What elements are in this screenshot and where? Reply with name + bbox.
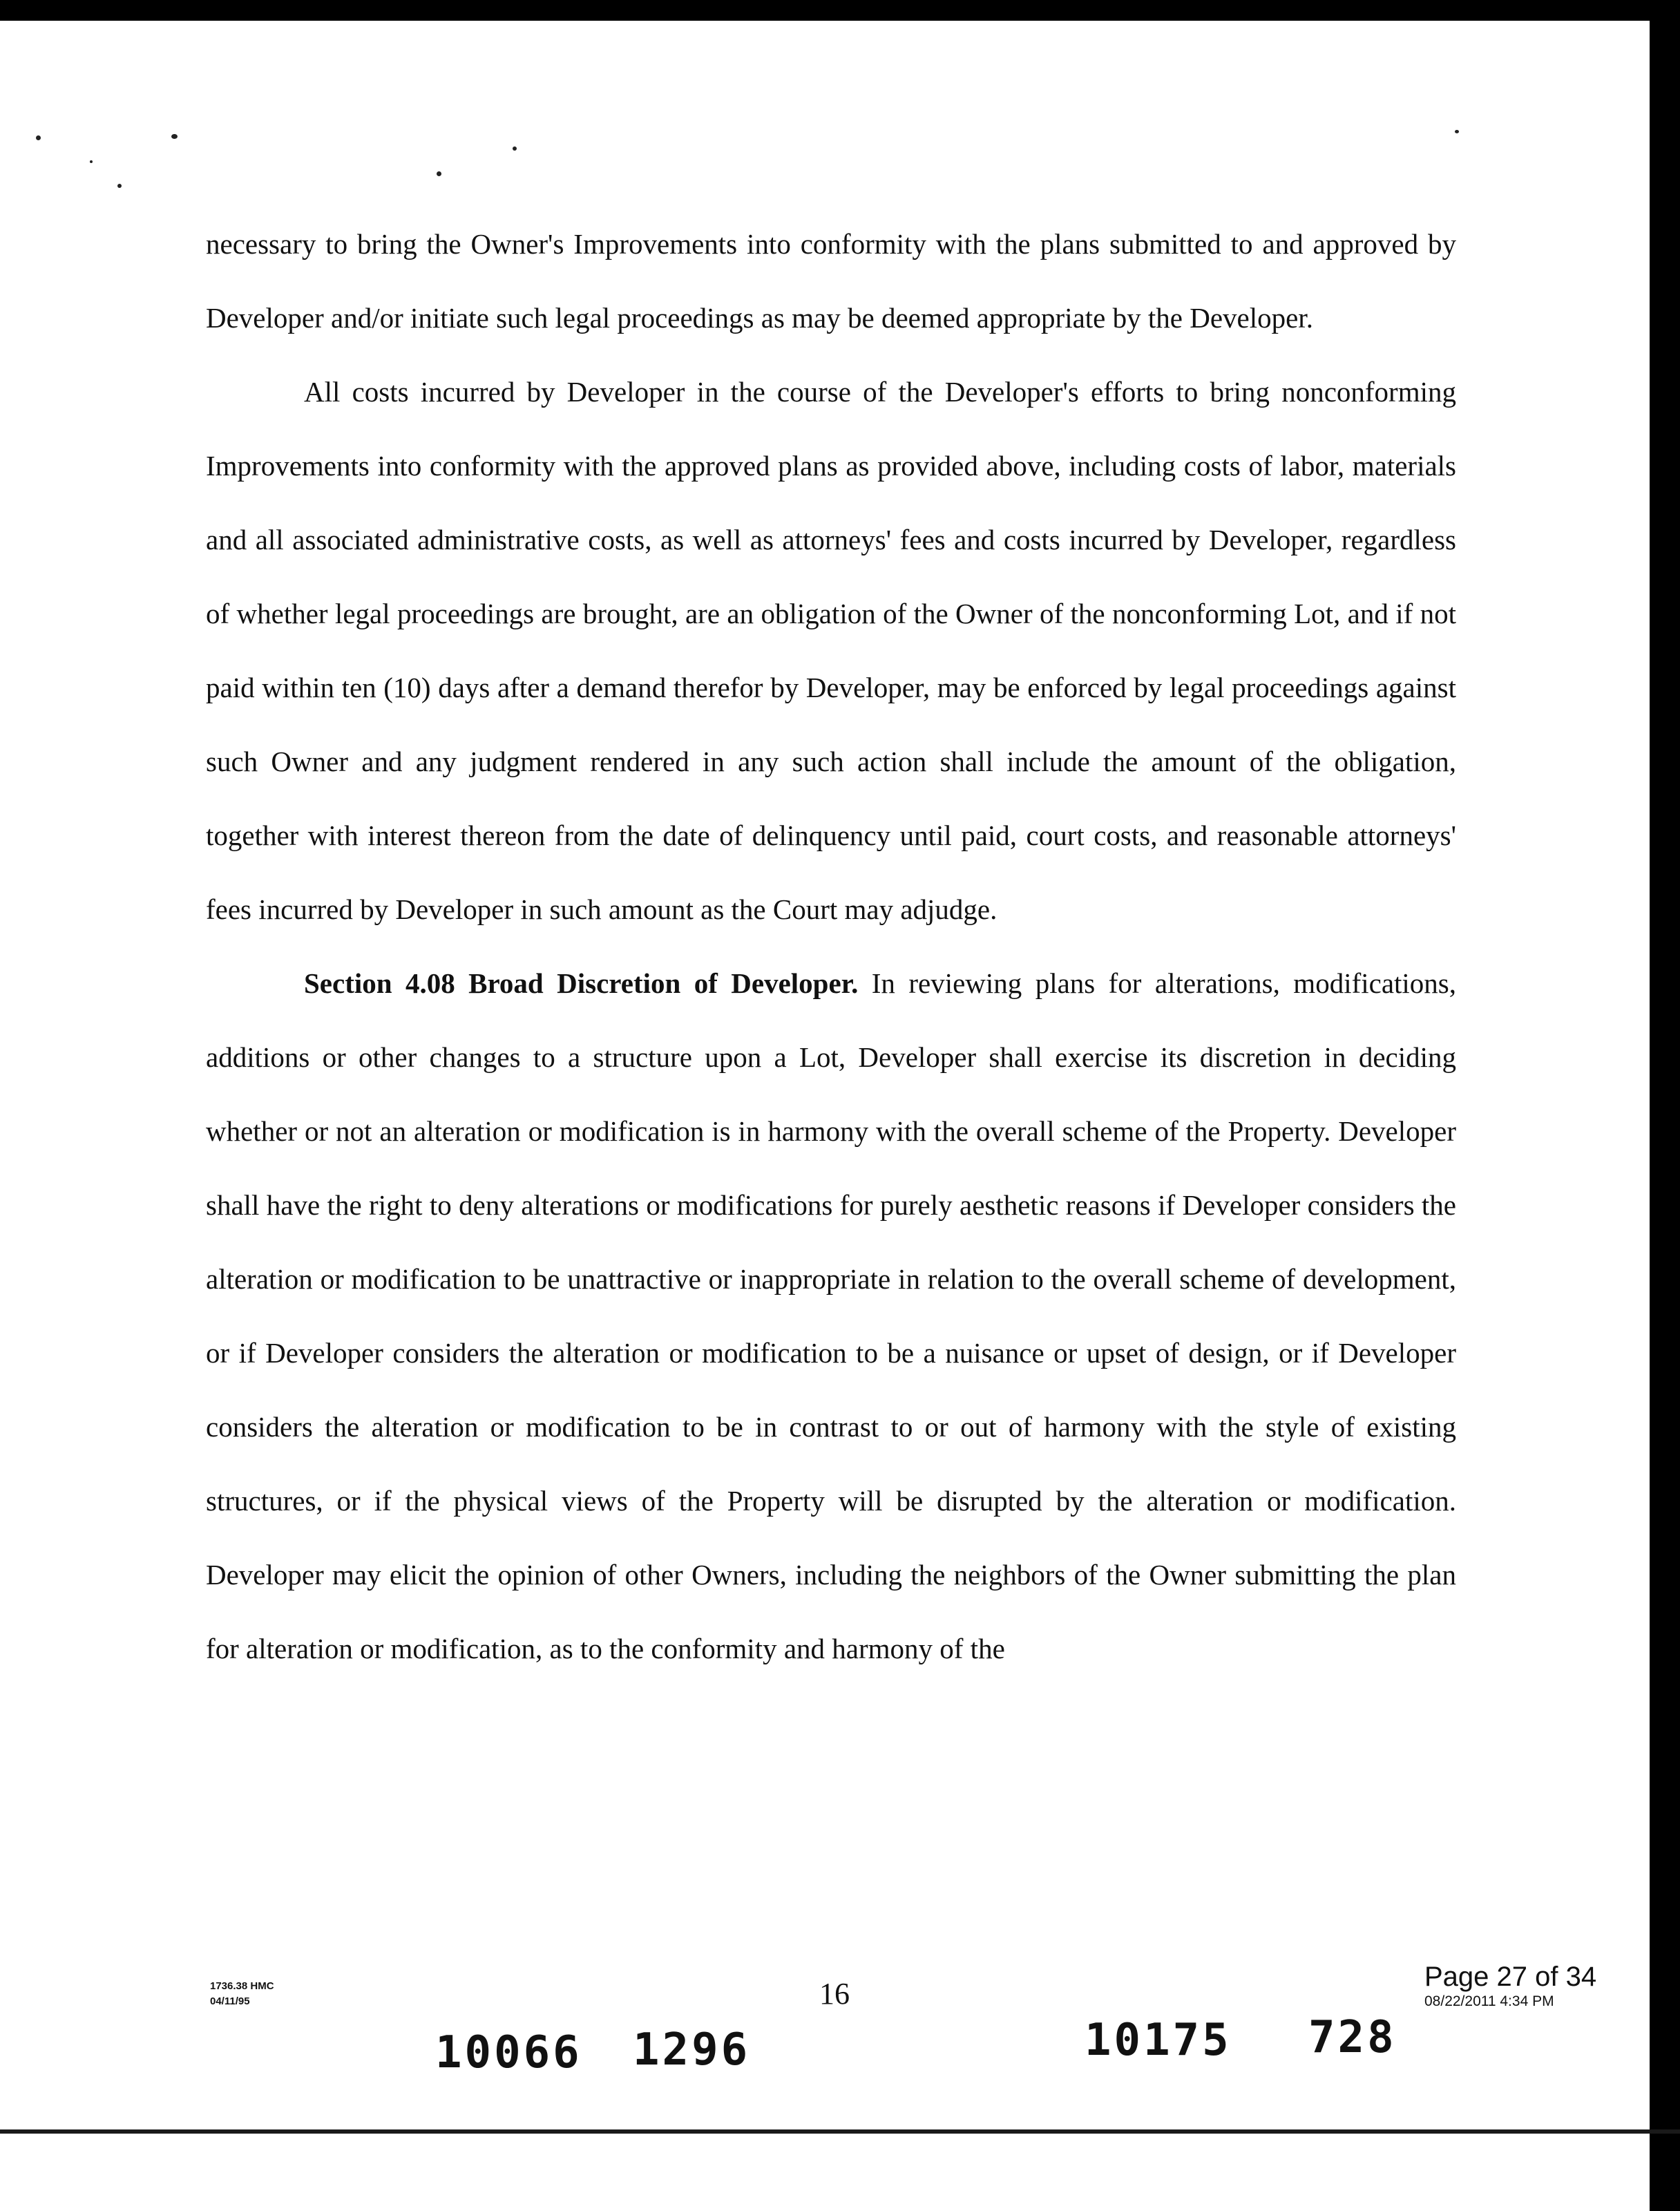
paragraph-continuation: necessary to bring the Owner's Improvements into conformity with the plans submitted to and approved by Developer and/or initiate such legal proceedings as may be deemed appropriate by the Developer.: [206, 228, 1456, 334]
scan-speck: [513, 146, 517, 151]
section-text: In reviewing plans for alterations, modifications, additions or other changes to a structure upon a Lot, Developer shall exercise its discretion in deciding whether or not an alteration or modification is in harmony with the overall scheme of the Property. Developer shall have the right to deny alterations or modifications for purely aesthetic reasons if Developer considers the alteration or modification to be unattractive or inappropriate in relation to the overall scheme of development, or if Developer considers the alteration or modification to be a nuisance or upset of design, or if Developer considers the alteration or modification to be in contrast to or out of harmony with the style of existing structures, or if the physical views of the Property will be disrupted by the alteration or modification. Developer may elicit the opinion of other Owners, including the neighbors of the Owner submitting the plan for alteration or modification, as to the conformity and harmony of the: [206, 967, 1457, 1664]
page-number: 16: [819, 1977, 850, 2011]
section-heading: Section 4.08 Broad Discretion of Developer.: [304, 967, 859, 999]
scan-speck: [1455, 130, 1459, 133]
record-number: 10175: [1085, 2015, 1232, 2066]
scan-speck: [117, 184, 122, 188]
doc-ref-line-2: 04/11/95: [210, 1995, 250, 2007]
scan-speck: [171, 134, 178, 139]
document-body: [206, 207, 1456, 1686]
record-number: 1296: [633, 2024, 751, 2076]
section-4-08: [206, 947, 1456, 1686]
scan-border-bottom: [0, 2129, 1680, 2134]
scan-speck: [90, 160, 93, 163]
stamp-datetime: 08/22/2011 4:34 PM: [1424, 1993, 1554, 2009]
scan-border-right: [1650, 0, 1680, 2211]
paragraph-costs: All costs incurred by Developer in the course of the Developer's efforts to bring nonconforming Improvements into conformity with the approved plans as provided above, including costs of labor, materials and all associated administrative costs, as well as attorneys' fees and costs incurred by Developer, regardless of whether legal proceedings are brought, are an obligation of the Owner of the nonconforming Lot, and if not paid within ten (10) days after a demand therefor by Developer, may be enforced by legal proceedings against such Owner and any judgment rendered in any such action shall include the amount of the obligation, together with interest thereon from the date of delinquency until paid, court costs, and reasonable attorneys' fees incurred by Developer in such amount as the Court may adjudge.: [206, 376, 1456, 925]
stamp-page-count: Page 27 of 34: [1424, 1962, 1597, 1992]
scan-border-top: [0, 0, 1680, 21]
doc-ref-line-1: 1736.38 HMC: [210, 1980, 274, 1992]
record-number: 10066: [435, 2027, 582, 2078]
record-number: 728: [1308, 2012, 1397, 2063]
scan-speck: [437, 171, 441, 176]
scan-speck: [36, 135, 41, 140]
page-stamp: [1424, 1961, 1596, 2011]
document-reference: [210, 1979, 274, 2009]
